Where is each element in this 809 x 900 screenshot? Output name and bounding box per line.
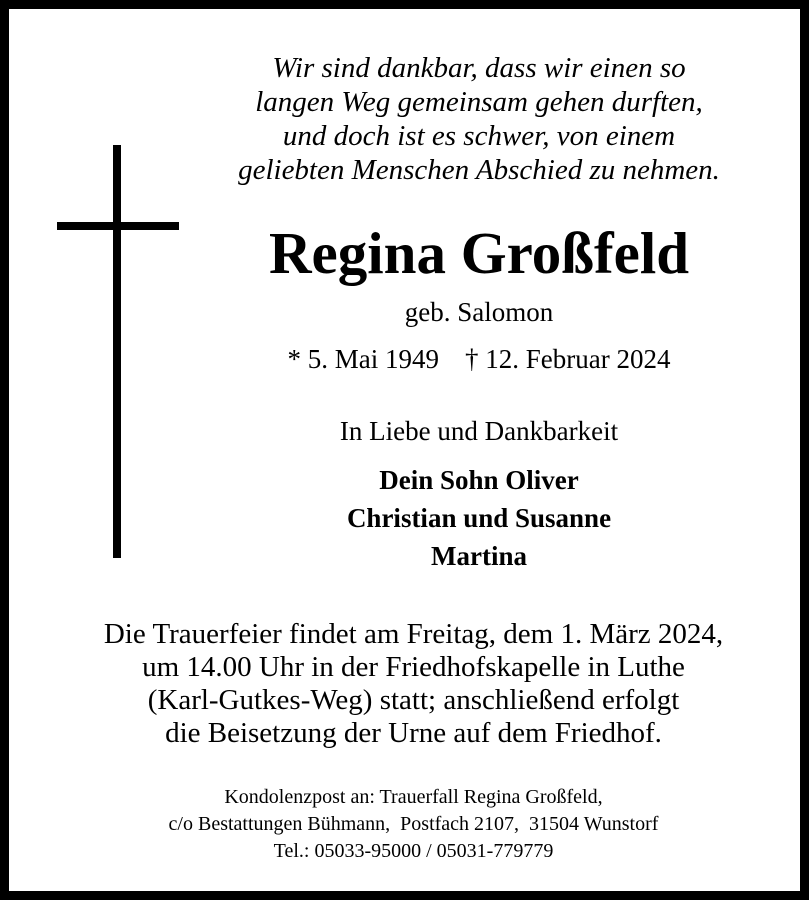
motto-line: langen Weg gemeinsam gehen durften, [255, 86, 703, 118]
funeral-line: (Karl-Gutkes-Weg) statt; anschließend erfolgt [147, 684, 680, 716]
death-date: † 12. Februar 2024 [465, 344, 671, 374]
cross-horizontal-beam [57, 222, 179, 230]
condolence-contact [29, 784, 798, 865]
birth-date: * 5. Mai 1949 [287, 344, 440, 374]
motto-line: und doch ist es schwer, von einem [282, 120, 676, 152]
funeral-line: um 14.00 Uhr in der Friedhofskapelle in Luthe [142, 651, 685, 683]
contact-line: Tel.: 05033-95000 / 05031-779779 [273, 840, 554, 862]
life-dates [209, 342, 749, 376]
mourners-intro: In Liebe und Dankbarkeit [339, 416, 619, 446]
mourner-name: Martina [431, 541, 527, 571]
contact-line: c/o Bestattungen Bühmann, Postfach 2107, 31504 Wunstorf [168, 813, 659, 835]
deceased-name: Regina Großfeld [268, 220, 690, 286]
funeral-details [29, 618, 798, 750]
mourner-name: Dein Sohn Oliver [379, 465, 579, 495]
birth-name: geb. Salomon [404, 297, 554, 327]
mourner-name: Christian und Susanne [346, 503, 612, 533]
cross-vertical-beam [113, 145, 121, 558]
mourners-list [209, 461, 749, 575]
motto-line: Wir sind dankbar, dass wir einen so [272, 52, 686, 84]
motto-line: geliebten Menschen Abschied zu nehmen. [238, 154, 720, 186]
funeral-line: Die Trauerfeier findet am Freitag, dem 1. März 2024, [103, 618, 724, 650]
motto-verse [209, 51, 749, 187]
funeral-line: die Beisetzung der Urne auf dem Friedhof. [165, 717, 662, 749]
contact-line: Kondolenzpost an: Trauerfall Regina Großfeld, [224, 786, 603, 808]
